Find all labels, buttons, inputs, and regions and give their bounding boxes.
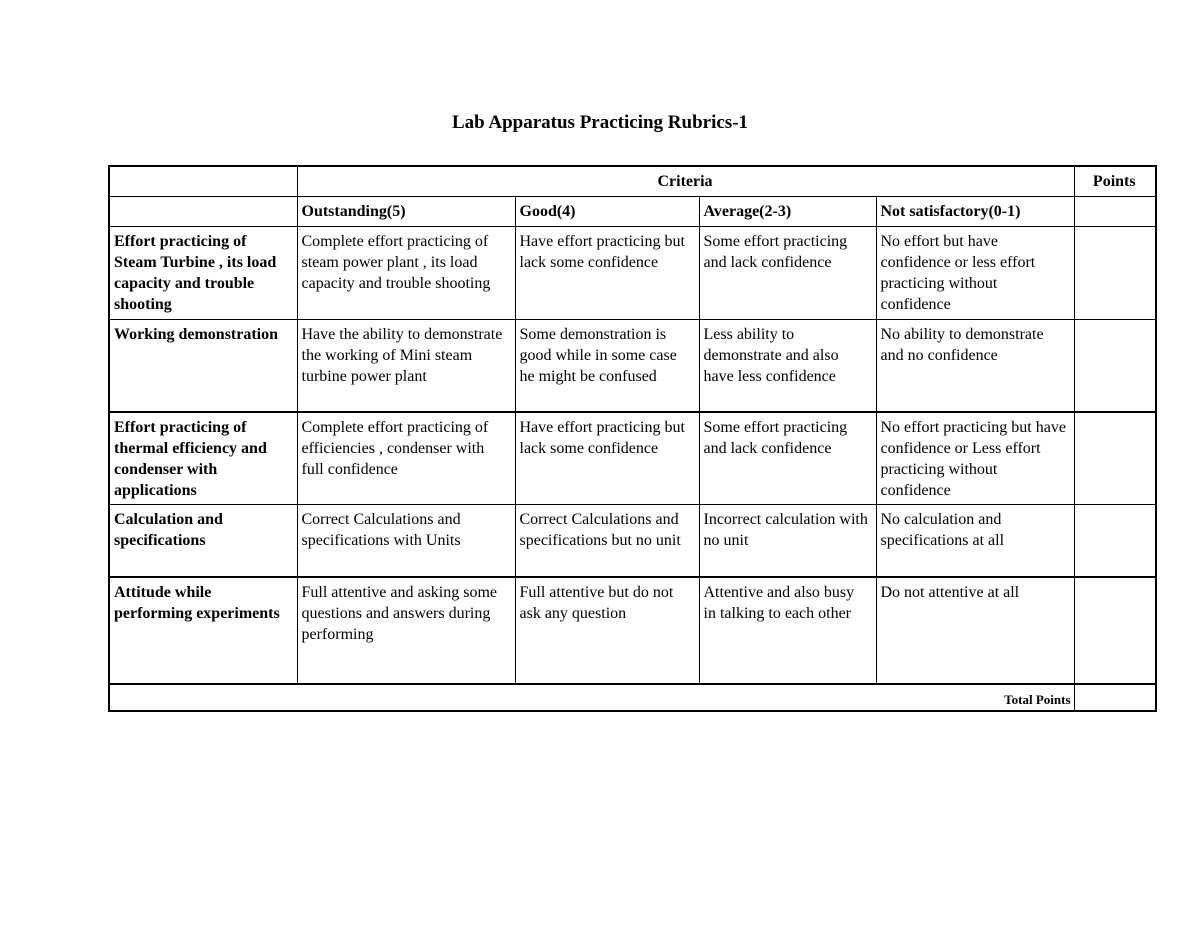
total-points-label: Total Points	[109, 684, 1074, 711]
points-cell[interactable]	[1074, 577, 1156, 684]
table-row	[109, 227, 1156, 320]
level-header-good: Good(4)	[515, 197, 699, 227]
rubric-cell: Full attentive and asking some questions and answers during performing	[297, 577, 515, 684]
rubric-cell: Incorrect calculation with no unit	[699, 505, 876, 578]
level-header-outstanding: Outstanding(5)	[297, 197, 515, 227]
criterion-cell: Working demonstration	[109, 320, 297, 413]
criterion-cell: Attitude while performing experiments	[109, 577, 297, 684]
header-empty-cell	[109, 197, 297, 227]
rubric-cell: No effort but have confidence or less effort practicing without confidence	[876, 227, 1074, 320]
table-row	[109, 505, 1156, 578]
page-title-text: Lab Apparatus Practicing Rubrics-1	[451, 112, 749, 133]
total-points-cell[interactable]	[1074, 684, 1156, 711]
rubric-cell: No calculation and specifications at all	[876, 505, 1074, 578]
table-row	[109, 577, 1156, 684]
rubric-cell: Complete effort practicing of steam power plant , its load capacity and trouble shooting	[297, 227, 515, 320]
rubric-cell: Some effort practicing and lack confidence	[699, 412, 876, 505]
points-cell[interactable]	[1074, 320, 1156, 413]
criterion-cell: Effort practicing of thermal efficiency and condenser with applications	[109, 412, 297, 505]
rubric-cell: Some demonstration is good while in some case he might be confused	[515, 320, 699, 413]
rubric-cell: Complete effort practicing of efficiencies , condenser with full confidence	[297, 412, 515, 505]
points-cell[interactable]	[1074, 505, 1156, 578]
header-row-criteria	[109, 166, 1156, 197]
points-cell[interactable]	[1074, 412, 1156, 505]
table-row	[109, 412, 1156, 505]
page-title	[0, 110, 1200, 136]
header-row-levels	[109, 197, 1156, 227]
rubric-cell: Have effort practicing but lack some confidence	[515, 412, 699, 505]
rubric-cell: Attentive and also busy in talking to each other	[699, 577, 876, 684]
rubric-table	[108, 165, 1157, 712]
total-row	[109, 684, 1156, 711]
points-header: Points	[1074, 166, 1156, 197]
rubric-cell: Have effort practicing but lack some confidence	[515, 227, 699, 320]
table-row	[109, 320, 1156, 413]
header-empty-cell	[109, 166, 297, 197]
points-cell[interactable]	[1074, 227, 1156, 320]
level-header-not-satisfactory: Not satisfactory(0-1)	[876, 197, 1074, 227]
rubric-cell: Full attentive but do not ask any question	[515, 577, 699, 684]
rubric-cell: Have the ability to demonstrate the working of Mini steam turbine power plant	[297, 320, 515, 413]
points-empty-cell	[1074, 197, 1156, 227]
rubric-cell: No ability to demonstrate and no confidence	[876, 320, 1074, 413]
criterion-cell: Effort practicing of Steam Turbine , its load capacity and trouble shooting	[109, 227, 297, 320]
rubric-cell: Correct Calculations and specifications but no unit	[515, 505, 699, 578]
rubric-cell: Correct Calculations and specifications with Units	[297, 505, 515, 578]
rubric-cell: Some effort practicing and lack confidence	[699, 227, 876, 320]
criteria-header: Criteria	[297, 166, 1074, 197]
rubric-cell: Do not attentive at all	[876, 577, 1074, 684]
level-header-average: Average(2-3)	[699, 197, 876, 227]
rubric-cell: Less ability to demonstrate and also have less confidence	[699, 320, 876, 413]
criterion-cell: Calculation and specifications	[109, 505, 297, 578]
rubric-cell: No effort practicing but have confidence or Less effort practicing without confidence	[876, 412, 1074, 505]
